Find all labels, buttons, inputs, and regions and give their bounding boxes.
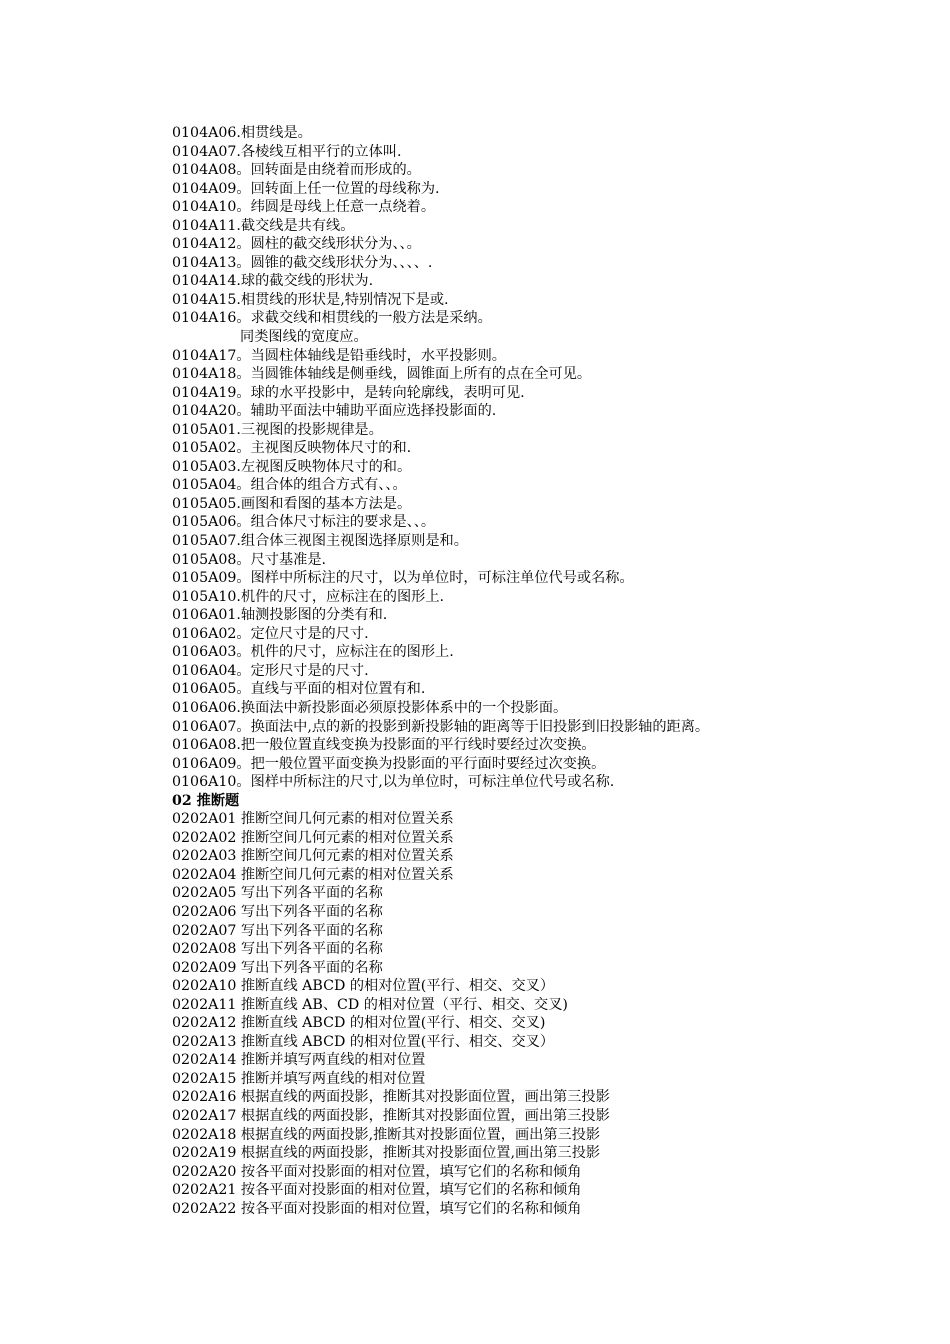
question-list-fill-blank-part1 xyxy=(172,124,892,328)
question-line: 0104A15.相贯线的形状是,特别情况下是或. xyxy=(172,291,449,308)
question-line: 0202A09 写出下列各平面的名称 xyxy=(172,959,383,976)
question-line: 0106A09。把一般位置平面变换为投影面的平行面时要经过次变换。 xyxy=(172,755,606,772)
question-line: 0106A08.把一般位置直线变换为投影面的平行线时要经过次变换。 xyxy=(172,737,596,754)
question-line: 0106A03。机件的尺寸，应标注在的图形上. xyxy=(172,644,454,661)
question-line: 0202A12 推断直线 ABCD 的相对位置(平行、相交、交叉) xyxy=(172,1015,546,1032)
question-line: 0104A11.截交线是共有线。 xyxy=(172,217,355,234)
question-line: 0202A17 根据直线的两面投影，推断其对投影面位置，画出第三投影 xyxy=(172,1107,610,1124)
question-line: 0104A13。圆锥的截交线形状分为、、、、. xyxy=(172,254,433,271)
question-line: 0104A12。圆柱的截交线形状分为、、。 xyxy=(172,236,421,253)
question-line: 0104A09。回转面上任一位置的母线称为. xyxy=(172,180,440,197)
question-line: 0202A05 写出下列各平面的名称 xyxy=(172,885,383,902)
question-line: 0104A07.各棱线互相平行的立体叫. xyxy=(172,143,402,160)
question-line: 0105A06。组合体尺寸标注的要求是、、。 xyxy=(172,514,436,531)
question-line: 0202A03 推断空间几何元素的相对位置关系 xyxy=(172,848,454,865)
question-line: 0104A19。球的水平投影中，是转向轮廓线，表明可见. xyxy=(172,384,525,401)
question-line: 0104A17。当圆柱体轴线是铅垂线时，水平投影则。 xyxy=(172,347,506,364)
question-line: 0104A20。辅助平面法中辅助平面应选择投影面的. xyxy=(172,403,497,420)
question-line: 0202A20 按各平面对投影面的相对位置，填写它们的名称和倾角 xyxy=(172,1163,582,1180)
question-line: 0104A16。求截交线和相贯线的一般方法是采纳。 xyxy=(172,310,492,327)
question-line: 0202A11 推断直线 AB、CD 的相对位置（平行、相交、交叉) xyxy=(172,996,568,1013)
question-line: 0202A01 推断空间几何元素的相对位置关系 xyxy=(172,811,454,828)
question-line: 0202A19 根据直线的两面投影，推断其对投影面位置,画出第三投影 xyxy=(172,1145,601,1162)
question-list-judgement xyxy=(172,810,892,1218)
question-line: 0202A18 根据直线的两面投影,推断其对投影面位置，画出第三投影 xyxy=(172,1126,601,1143)
question-line: 0105A01.三视图的投影规律是。 xyxy=(172,421,383,438)
question-line: 0106A05。直线与平面的相对位置有和. xyxy=(172,681,426,698)
question-line: 0202A22 按各平面对投影面的相对位置，填写它们的名称和倾角 xyxy=(172,1200,582,1217)
question-line: 0104A06.相贯线是。 xyxy=(172,125,312,141)
question-line: 0104A18。当圆锥体轴线是侧垂线，圆锥面上所有的点在全可见。 xyxy=(172,366,592,383)
question-line: 0104A10。纬圆是母线上任意一点绕着。 xyxy=(172,199,436,216)
question-line: 0105A03.左视图反映物体尺寸的和。 xyxy=(172,458,412,475)
question-line: 0202A07 写出下列各平面的名称 xyxy=(172,922,383,939)
question-line: 0105A08。尺寸基准是. xyxy=(172,551,327,568)
question-line: 0202A02 推断空间几何元素的相对位置关系 xyxy=(172,829,454,846)
question-line: 0105A10.机件的尺寸，应标注在的图形上. xyxy=(172,588,445,605)
question-line: 0202A14 推断并填写两直线的相对位置 xyxy=(172,1052,426,1069)
question-line: 0106A10。图样中所标注的尺寸,以为单位时，可标注单位代号或名称. xyxy=(172,774,615,791)
document-page xyxy=(172,124,892,1218)
question-line: 0202A08 写出下列各平面的名称 xyxy=(172,941,383,958)
question-line: 0202A13 推断直线 ABCD 的相对位置(平行、相交、交叉） xyxy=(172,1033,555,1050)
question-line: 0202A06 写出下列各平面的名称 xyxy=(172,903,383,920)
question-line: 0202A21 按各平面对投影面的相对位置，填写它们的名称和倾角 xyxy=(172,1182,582,1199)
question-line: 0105A02。主视图反映物体尺寸的和. xyxy=(172,440,412,457)
question-line: 0106A02。定位尺寸是的尺寸. xyxy=(172,625,369,642)
indented-text-line: 同类图线的宽度应。 xyxy=(240,329,368,346)
question-line: 0105A04。组合体的组合方式有、、。 xyxy=(172,477,407,494)
question-line: 0105A09。图样中所标注的尺寸，以为单位时，可标注单位代号或名称。 xyxy=(172,570,634,587)
question-line: 0106A01.轴测投影图的分类有和. xyxy=(172,607,388,624)
question-line: 0105A07.组合体三视图主视图选择原则是和。 xyxy=(172,533,468,550)
question-list-fill-blank-part2 xyxy=(172,347,892,792)
question-line: 0202A04 推断空间几何元素的相对位置关系 xyxy=(172,866,454,883)
question-line: 0106A06.换面法中新投影面必须原投影体系中的一个投影面。 xyxy=(172,699,568,716)
question-line: 0106A07。换面法中,点的新的投影到新投影轴的距离等于旧投影到旧投影轴的距离。 xyxy=(172,718,710,735)
question-line: 0104A14.球的截交线的形状为. xyxy=(172,273,374,290)
question-line: 0202A10 推断直线 ABCD 的相对位置(平行、相交、交叉） xyxy=(172,978,555,995)
question-line: 0104A08。回转面是由绕着而形成的。 xyxy=(172,162,421,179)
question-line: 0202A16 根据直线的两面投影，推断其对投影面位置，画出第三投影 xyxy=(172,1089,610,1106)
question-line: 0202A15 推断并填写两直线的相对位置 xyxy=(172,1070,426,1087)
question-line: 0105A05.画图和看图的基本方法是。 xyxy=(172,495,412,512)
question-line: 0106A04。定形尺寸是的尺寸. xyxy=(172,662,369,679)
section-heading: 02 推断题 xyxy=(172,792,240,809)
